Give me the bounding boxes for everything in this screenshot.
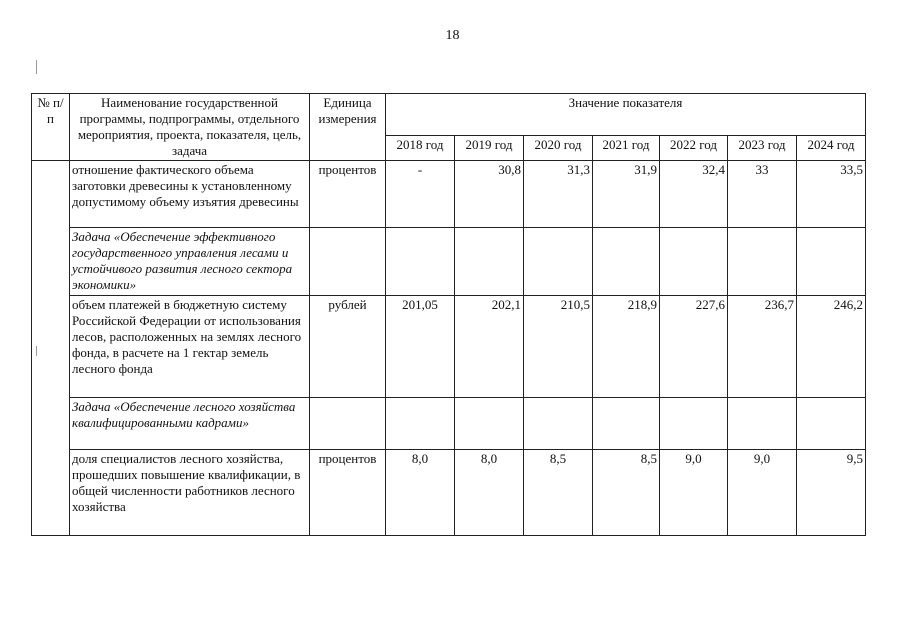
value-cell: [797, 398, 866, 450]
header-year: 2024 год: [797, 136, 866, 161]
task-row: [32, 398, 866, 450]
task-name: Задача «Обеспечение лесного хозяйства квалифицированными кадрами»: [70, 398, 310, 450]
table-row: [32, 161, 866, 228]
value-cell: 31,9: [593, 161, 660, 228]
value-cell: [455, 228, 524, 296]
task-row: [32, 228, 866, 296]
unit-cell: рублей: [310, 296, 386, 398]
value-cell: 218,9: [593, 296, 660, 398]
unit-cell: [310, 398, 386, 450]
value-cell: [797, 228, 866, 296]
header-year: 2018 год: [386, 136, 455, 161]
unit-cell: процентов: [310, 161, 386, 228]
unit-cell: [310, 228, 386, 296]
scan-speck: [36, 60, 37, 74]
value-cell: [455, 398, 524, 450]
value-cell: 32,4: [660, 161, 728, 228]
row-number-cell: [32, 161, 70, 536]
table-row: [32, 450, 866, 536]
page-number: 18: [445, 28, 460, 43]
value-cell: 202,1: [455, 296, 524, 398]
table-row: [32, 296, 866, 398]
value-cell: [386, 398, 455, 450]
header-name: Наименование государственной программы, подпрограммы, отдельного мероприятия, проекта, показателя, цель, задача: [70, 94, 310, 161]
value-cell: 33: [728, 161, 797, 228]
value-cell: 8,0: [455, 450, 524, 536]
value-cell: [660, 228, 728, 296]
value-cell: 33,5: [797, 161, 866, 228]
value-cell: 8,5: [593, 450, 660, 536]
header-year: 2019 год: [455, 136, 524, 161]
value-cell: [524, 228, 593, 296]
value-cell: 201,05: [386, 296, 455, 398]
value-cell: 210,5: [524, 296, 593, 398]
value-cell: 8,0: [386, 450, 455, 536]
value-cell: 9,0: [728, 450, 797, 536]
header-row-1: [32, 94, 866, 136]
indicator-name: доля специалистов лесного хозяйства, прошедших повышение квалификации, в общей численности работников лесного хозяйства: [70, 450, 310, 536]
header-year: 2020 год: [524, 136, 593, 161]
indicator-name: объем платежей в бюджетную систему Российской Федерации от использования лесов, расположенных на землях лесного фонда, в расчете на 1 гектар земель лесного фонда: [70, 296, 310, 398]
value-cell: [660, 398, 728, 450]
header-year: 2023 год: [728, 136, 797, 161]
value-cell: [524, 398, 593, 450]
header-year: 2021 год: [593, 136, 660, 161]
value-cell: 227,6: [660, 296, 728, 398]
indicator-table: [31, 93, 866, 536]
value-cell: [593, 398, 660, 450]
value-cell: [593, 228, 660, 296]
value-cell: 30,8: [455, 161, 524, 228]
value-cell: 8,5: [524, 450, 593, 536]
value-cell: [386, 228, 455, 296]
header-unit: Единица измерения: [310, 94, 386, 161]
header-no: № п/п: [32, 94, 70, 161]
value-cell: -: [386, 161, 455, 228]
value-cell: 9,0: [660, 450, 728, 536]
header-year: 2022 год: [660, 136, 728, 161]
value-cell: 31,3: [524, 161, 593, 228]
value-cell: 236,7: [728, 296, 797, 398]
indicator-name: отношение фактического объема заготовки древесины к установленному допустимому объему изъятия древесины: [70, 161, 310, 228]
header-value-group: Значение показателя: [386, 94, 866, 136]
value-cell: 9,5: [797, 450, 866, 536]
value-cell: [728, 398, 797, 450]
unit-cell: процентов: [310, 450, 386, 536]
value-cell: [728, 228, 797, 296]
value-cell: 246,2: [797, 296, 866, 398]
task-name: Задача «Обеспечение эффективного государственного управления лесами и устойчивого развития лесного сектора экономики»: [70, 228, 310, 296]
